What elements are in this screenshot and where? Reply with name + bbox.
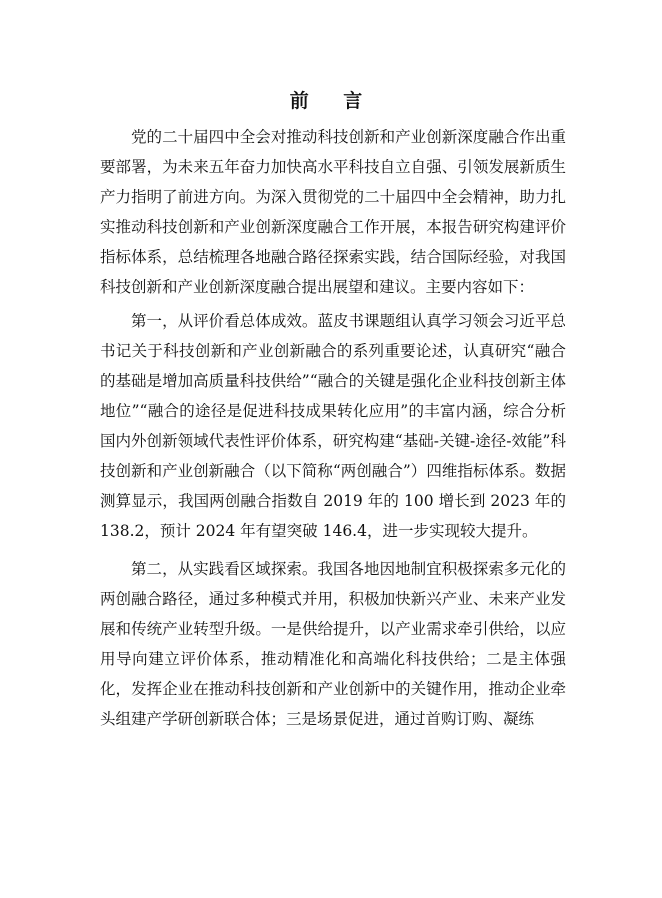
paragraph-first: 第一，从评价看总体成效。蓝皮书课题组认真学习领会习近平总书记关于科技创新和产业创新融合的系列重要论述，认真研究“融合的基础是增加高质量科技供给”“融合的关键是强化企业科技创新主体地位”“融合的途径是促进科技成果转化应用”的丰富内涵，综合分析国内外创新领域代表性评价体系，研究构建“基础-关键-途径-效能”科技创新和产业创新融合（以下简称“两创融合”）四维指标体系。数据测算显示，我国两创融合指数自 2019 年的 100 增长到 2023 年的 138.2，预计 2024 年有望突破 146.4，进一步实现较大提升。 bbox=[100, 312, 566, 540]
paragraph-intro: 党的二十届四中全会对推动科技创新和产业创新深度融合作出重要部署，为未来五年奋力加快高水平科技自立自强、引领发展新质生产力指明了前进方向。为深入贯彻党的二十届四中全会精神，助力扎实推动科技创新和产业创新深度融合工作开展，本报告研究构建评价指标体系，总结梳理各地融合路径探索实践，结合国际经验，对我国科技创新和产业创新深度融合提出展望和建议。主要内容如下： bbox=[100, 128, 566, 296]
page-title: 前 言 bbox=[289, 90, 377, 112]
paragraph-second: 第二，从实践看区域探索。我国各地因地制宜积极探索多元化的两创融合路径，通过多种模式并用，积极加快新兴产业、未来产业发展和传统产业转型升级。一是供给提升，以产业需求牵引供给，以应用导向建立评价体系，推动精准化和高端化科技供给；二是主体强化，发挥企业在推动科技创新和产业创新中的关键作用，推动企业牵头组建产学研创新联合体；三是场景促进，通过首购订购、凝练 bbox=[100, 560, 566, 728]
